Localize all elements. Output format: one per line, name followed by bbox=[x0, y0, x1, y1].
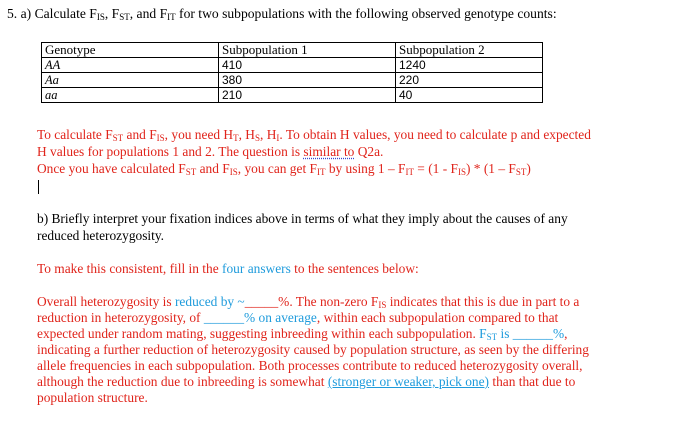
table-row bbox=[42, 88, 543, 103]
table-row bbox=[42, 58, 543, 73]
text-cursor[interactable] bbox=[38, 180, 39, 194]
spellcheck-underline: similar to bbox=[303, 144, 355, 159]
table-cell: 380 bbox=[219, 73, 396, 88]
table-row bbox=[42, 73, 543, 88]
table-cell-genotype: Aa bbox=[42, 73, 219, 88]
hint-line-2: H values for populations 1 and 2. The question is similar to Q2a. bbox=[37, 144, 384, 159]
para-line-4: indicating a further reduction of heterozygosity caused by population structure, as seen by the differing bbox=[37, 342, 589, 357]
table-cell: 40 bbox=[396, 88, 543, 103]
genotype-table bbox=[41, 42, 543, 103]
hint-line-3: Once you have calculated $F_{ST}$ and $F_{IS}$, you can get $F_{IT}$ by using $1 - F_{IT} = (1 - F_{IS}) * (1 - F_{ST})$ bbox=[37, 161, 531, 177]
blank-answer-4[interactable]: (stronger or weaker, pick one) bbox=[327, 374, 490, 389]
para-line-3: expected under random mating, suggesting inbreeding within each subpopulation. $F_{ST}$ is ______%, bbox=[37, 326, 568, 342]
hint-line-1: To calculate $F_{ST}$ and $F_{IS}$, you need $H_T$, $H_S$, $H_I$. To obtain H values, you need to calculate p and expected bbox=[37, 127, 591, 143]
para-line-6: although the reduction due to inbreeding is somewhat (stronger or weaker, pick one) than that due to bbox=[37, 374, 576, 389]
table-header-cell: Genotype bbox=[42, 43, 219, 58]
instruction-line: To make this consistent, fill in the four answers to the sentences below: bbox=[37, 261, 419, 276]
table-cell-genotype: AA bbox=[42, 58, 219, 73]
table-cell: 1240 bbox=[396, 58, 543, 73]
question-number: 5. a) bbox=[7, 6, 32, 21]
table-cell-genotype: aa bbox=[42, 88, 219, 103]
para-line-1: Overall heterozygosity is reduced by ~_____%. The non-zero $F_{IS}$ indicates that this is due in part to a bbox=[37, 294, 580, 310]
table-cell: 220 bbox=[396, 73, 543, 88]
para-line-5: allele frequencies in each subpopulation. Both processes contribute to reduced heterozygosity overall, bbox=[37, 358, 583, 373]
question-title: 5. a) Calculate $F_{IS}$, $F_{ST}$, and $F_{IT}$ for two subpopulations with the following observed genotype counts: bbox=[7, 6, 557, 22]
para-line-2: reduction in heterozygosity, of ______% on average, within each subpopulation compared to that bbox=[37, 310, 559, 325]
table-header-row bbox=[42, 43, 543, 58]
part-b-line-2: reduced heterozygosity. bbox=[37, 228, 165, 243]
blank-answer-2[interactable]: ______ bbox=[203, 310, 245, 325]
four-answers-highlight: four answers bbox=[222, 261, 291, 276]
blank-answer-3[interactable]: ______ bbox=[512, 326, 553, 341]
blank-answer-1[interactable]: _____ bbox=[244, 294, 279, 309]
table-header-cell: Subpopulation 1 bbox=[219, 43, 396, 58]
table-cell: 210 bbox=[219, 88, 396, 103]
para-line-7: population structure. bbox=[37, 390, 148, 405]
part-b-line-1: b) Briefly interpret your fixation indices above in terms of what they imply about the causes of any bbox=[37, 211, 568, 226]
table-header-cell: Subpopulation 2 bbox=[396, 43, 543, 58]
table-cell: 410 bbox=[219, 58, 396, 73]
